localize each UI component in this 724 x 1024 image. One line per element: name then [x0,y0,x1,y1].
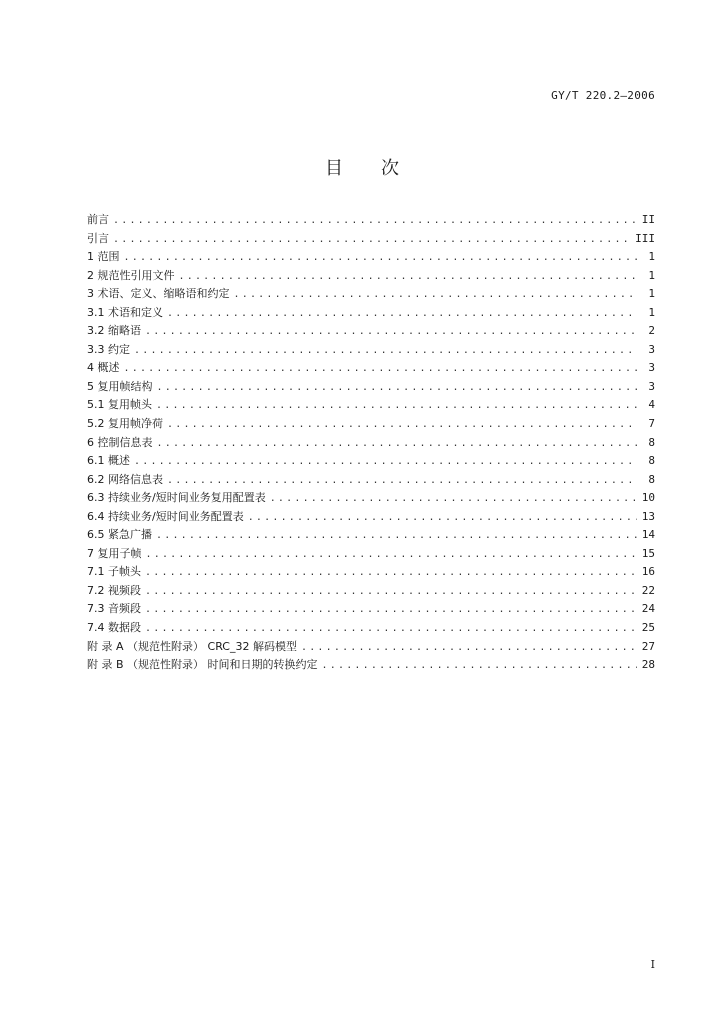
toc-entry-page: 24 [641,602,655,616]
toc-entry[interactable] [87,230,655,249]
toc-entry-page: 25 [641,621,655,635]
toc-entry-label: 引言 [87,231,109,245]
toc-entry-label: 6.2 网络信息表 [87,472,163,486]
toc-entry-label: 1 范围 [87,250,120,264]
dot-leader [234,286,638,304]
toc-entry[interactable] [87,248,655,267]
toc-entry[interactable] [87,285,655,304]
toc-entry-label: 7.2 视频段 [87,583,141,597]
toc-entry-label: 5.1 复用帧头 [87,398,152,412]
toc-entry-label: 4 概述 [87,361,120,375]
toc-entry-page: II [641,213,655,226]
toc-entry-label: 3.3 约定 [87,342,130,356]
toc-entry[interactable] [87,211,655,230]
toc-entry-label: 5 复用帧结构 [87,379,153,393]
dot-leader [134,453,637,471]
toc-entry[interactable] [87,638,655,657]
toc-entry[interactable] [87,619,655,638]
toc-entry-page: 3 [648,342,655,356]
dot-leader [301,639,637,657]
toc-entry-label: 7.1 子帧头 [87,565,141,579]
toc-entry[interactable] [87,545,655,564]
toc-entry[interactable] [87,582,655,601]
toc-entry[interactable] [87,322,655,341]
toc-entry[interactable] [87,563,655,582]
toc-entry-label: 6.3 持续业务/短时间业务复用配置表 [87,491,266,505]
toc-entry[interactable] [87,600,655,619]
toc-entry-page: 3 [648,361,655,375]
toc-entry-page: 28 [641,658,655,672]
toc-entry-label: 6.4 持续业务/短时间业务配置表 [87,509,244,523]
toc-entry[interactable] [87,341,655,360]
toc-title: 目次 [325,158,437,179]
dot-leader [167,305,637,323]
toc-entry-page: 7 [648,417,655,431]
toc-entry[interactable] [87,267,655,286]
toc-entry-page: 1 [648,250,655,264]
dot-leader [146,546,638,564]
toc-entry-page: 8 [648,454,655,468]
toc-entry-page: 3 [648,379,655,393]
toc-entry-page: III [635,231,655,245]
toc-entry[interactable] [87,415,655,434]
toc-entry-page: 16 [641,565,655,579]
dot-leader [113,231,631,249]
toc-entry-label: 5.2 复用帧净荷 [87,417,163,431]
toc-entry-label: 7.4 数据段 [87,621,141,635]
toc-entry-page: 13 [641,509,655,523]
toc-entry[interactable] [87,359,655,378]
dot-leader [156,397,637,415]
toc-entry-page: 1 [648,287,655,301]
toc-entry-label: 3.2 缩略语 [87,324,141,338]
toc-entry[interactable] [87,396,655,415]
dot-leader [145,323,637,341]
toc-entry-label: 6.5 紧急广播 [87,528,152,542]
toc-entry[interactable] [87,452,655,471]
toc-entry-label: 2 规范性引用文件 [87,268,175,282]
dot-leader [248,509,637,527]
toc-entry-label: 3.1 术语和定义 [87,305,163,319]
toc-entry-page: 22 [641,583,655,597]
dot-leader [322,657,637,675]
toc-entry[interactable] [87,304,655,323]
table-of-contents [87,211,655,675]
dot-leader [145,620,637,638]
toc-entry-label: 附 录 A （规范性附录） CRC_32 解码模型 [87,639,297,653]
toc-entry-label: 前言 [87,213,109,226]
dot-leader [157,435,638,453]
dot-leader [145,601,637,619]
toc-entry-label: 7.3 音频段 [87,602,141,616]
dot-leader [124,360,638,378]
dot-leader [145,583,637,601]
document-code: GY/T 220.2—2006 [551,89,655,102]
toc-entry-page: 8 [648,472,655,486]
dot-leader [167,416,637,434]
dot-leader [113,212,637,230]
dot-leader [145,564,637,582]
toc-entry-page: 1 [648,305,655,319]
dot-leader [179,268,638,286]
page-number: I [650,958,655,971]
toc-entry[interactable] [87,434,655,453]
toc-entry-label: 6.1 概述 [87,454,130,468]
dot-leader [167,472,637,490]
toc-entry-label: 3 术语、定义、缩略语和约定 [87,287,230,301]
toc-entry-page: 14 [641,528,655,542]
toc-entry[interactable] [87,508,655,527]
dot-leader [270,490,637,508]
toc-entry-label: 附 录 B （规范性附录） 时间和日期的转换约定 [87,658,318,672]
toc-entry-page: 27 [641,639,655,653]
dot-leader [157,379,638,397]
toc-entry-label: 6 控制信息表 [87,435,153,449]
toc-entry[interactable] [87,489,655,508]
toc-entry-page: 2 [648,324,655,338]
toc-entry[interactable] [87,471,655,490]
toc-entry[interactable] [87,526,655,545]
toc-entry-page: 10 [641,491,655,505]
toc-entry-page: 8 [648,435,655,449]
toc-entry-page: 4 [648,398,655,412]
toc-entry-page: 1 [648,268,655,282]
toc-entry-page: 15 [641,546,655,560]
dot-leader [124,249,638,267]
toc-entry-label: 7 复用子帧 [87,546,142,560]
toc-entry[interactable] [87,656,655,675]
dot-leader [156,527,637,545]
dot-leader [134,342,637,360]
toc-entry[interactable] [87,378,655,397]
